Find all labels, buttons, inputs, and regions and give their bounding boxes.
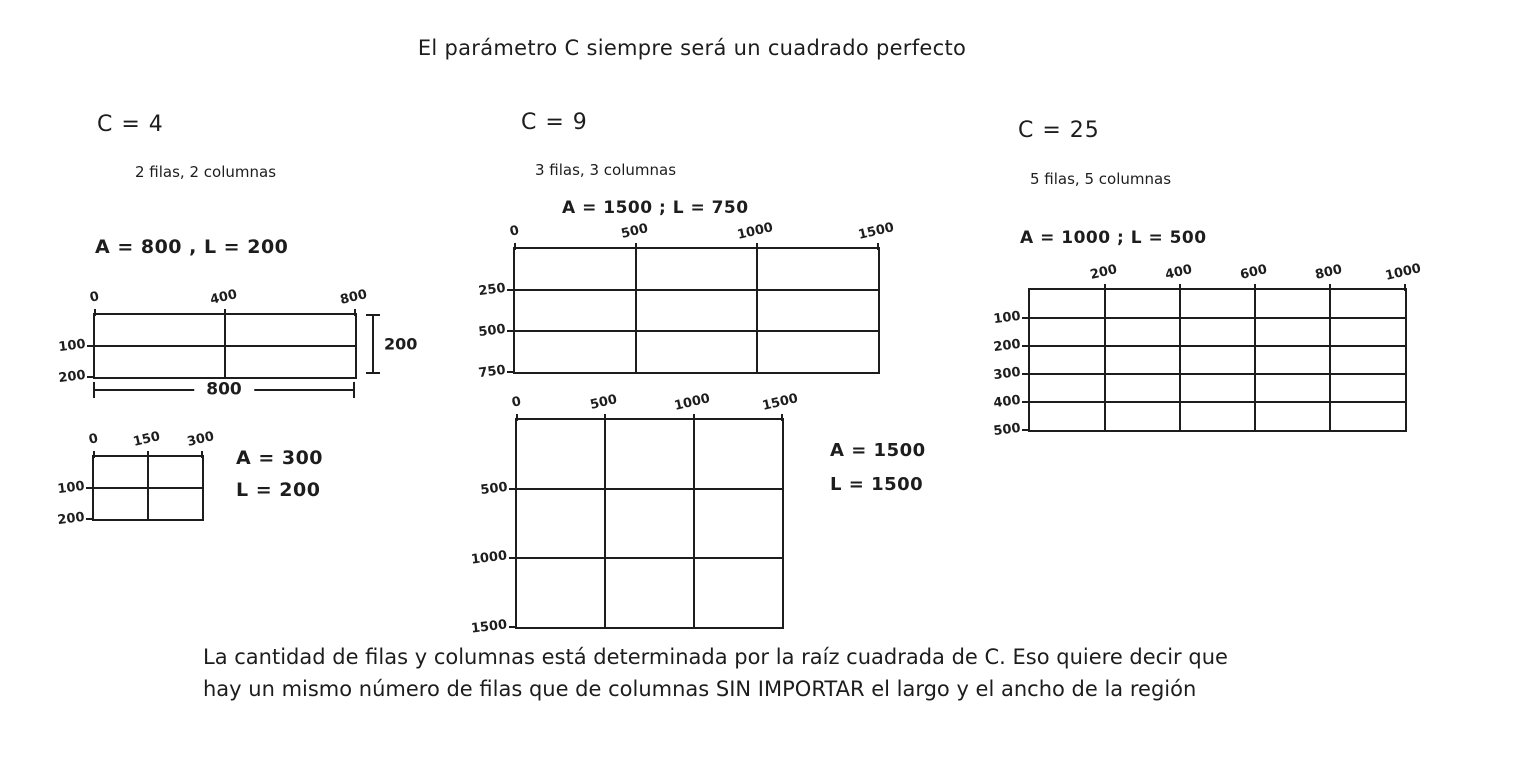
x-tick-label: 1500 [856,220,896,243]
x-tick-label: 1000 [672,391,712,414]
section-c25-label: C = 25 [1018,118,1100,143]
y-tick-mark [509,488,516,490]
x-tick-label: 300 [185,429,216,450]
x-tick-label: 1000 [1383,261,1423,284]
x-tick-mark [201,451,203,458]
grid-line-vertical [1179,290,1181,430]
x-tick-label: 800 [338,287,369,308]
y-tick-label: 500 [479,479,509,499]
y-tick-label: 200 [57,367,87,387]
y-tick-mark [507,289,514,291]
grid-line-horizontal [515,289,878,291]
x-tick-mark [147,451,149,458]
x-tick-mark [1404,284,1406,291]
c4-small-grid-length-label: L = 200 [236,479,321,501]
x-tick-label: 400 [208,287,239,308]
grid-line-vertical [693,420,695,627]
y-tick-label: 200 [992,336,1022,356]
y-tick-mark [1022,317,1029,319]
x-tick-mark [1329,284,1331,291]
grid-line-horizontal [1030,317,1405,319]
y-tick-label: 300 [992,364,1022,384]
x-tick-mark [224,309,226,316]
y-tick-mark [507,330,514,332]
y-tick-label: 400 [992,392,1022,412]
c4-main-grid [57,287,369,387]
y-tick-label: 500 [992,420,1022,440]
x-tick-mark [693,414,695,421]
c25-grid [992,261,1423,440]
x-tick-mark [604,414,606,421]
x-tick-label: 200 [1088,262,1119,283]
grid-line-horizontal [94,487,202,489]
bracket-cap [366,372,380,374]
c4-height-label: 200 [384,334,418,354]
grid-line-horizontal [515,330,878,332]
c4-small-grid-area-label: A = 300 [236,447,324,469]
grid-line-horizontal [517,488,782,490]
grid-line-vertical [756,249,758,372]
y-tick-mark [1022,429,1029,431]
y-tick-mark [1022,373,1029,375]
x-tick-mark [93,451,95,458]
y-tick-mark [1022,345,1029,347]
bracket-cap [353,382,355,398]
grid-line-horizontal [517,557,782,559]
y-tick-label: 1500 [470,617,508,637]
y-tick-label: 500 [477,321,507,341]
footer-note-line2: hay un mismo número de filas que de columnas SIN IMPORTAR el largo y el ancho de la región [203,677,1197,701]
y-tick-mark [1022,401,1029,403]
grid-line-vertical [604,420,606,627]
grid-line-vertical [1254,290,1256,430]
y-tick-label: 1000 [470,548,508,568]
c9-wide-grid [477,220,896,382]
page-title: El parámetro C siempre será un cuadrado perfecto [417,36,967,60]
y-tick-mark [87,345,94,347]
x-tick-mark [1179,284,1181,291]
y-tick-label: 250 [477,280,507,300]
c9-square-grid-length-label: L = 1500 [830,474,924,495]
c4-width-label: 800 [194,380,254,400]
section-c9-dims: 3 filas, 3 columnas [535,161,677,179]
c4-width-bracket [93,379,355,400]
section-c4-dims: 2 filas, 2 columnas [135,163,277,181]
y-tick-mark [509,557,516,559]
x-tick-label: 600 [1238,262,1269,283]
x-tick-label: 150 [131,429,162,450]
x-tick-mark [756,243,758,250]
grid-line-vertical [635,249,637,372]
section-c25-dims: 5 filas, 5 columnas [1030,170,1172,188]
x-tick-label: 500 [619,221,650,242]
y-tick-label: 100 [992,308,1022,328]
x-tick-mark [514,243,516,250]
grid-line-vertical [1104,290,1106,430]
c9-square-grid-area-label: A = 1500 [830,440,926,461]
y-tick-label: 200 [56,509,86,529]
y-tick-label: 750 [477,362,507,382]
x-tick-mark [516,414,518,421]
y-tick-mark [86,518,93,520]
grid-line-horizontal [1030,401,1405,403]
x-tick-mark [1104,284,1106,291]
section-c25-params: A = 1000 ; L = 500 [1020,228,1207,248]
section-c9-params: A = 1500 ; L = 750 [562,198,749,218]
x-tick-label: 0 [87,431,100,448]
x-tick-mark [1254,284,1256,291]
x-tick-mark [94,309,96,316]
section-c4-label: C = 4 [97,112,164,137]
x-tick-label: 800 [1313,262,1344,283]
y-tick-mark [507,371,514,373]
y-tick-mark [86,487,93,489]
x-tick-label: 500 [589,392,619,413]
x-tick-label: 0 [88,289,101,306]
y-tick-label: 100 [57,336,87,356]
x-tick-label: 1000 [735,220,775,243]
grid-line-horizontal [1030,345,1405,347]
y-tick-mark [509,626,516,628]
y-tick-label: 100 [56,478,86,498]
x-tick-mark [877,243,879,250]
x-tick-mark [781,414,783,421]
grid-line-vertical [1329,290,1331,430]
footer-note-line1: La cantidad de filas y columnas está determinada por la raíz cuadrada de C. Eso quiere decir que [203,645,1228,669]
y-tick-mark [87,376,94,378]
x-tick-label: 400 [1163,262,1194,283]
section-c4-params: A = 800 , L = 200 [95,236,289,258]
x-tick-mark [635,243,637,250]
x-tick-mark [354,309,356,316]
x-tick-label: 0 [510,394,523,411]
grid-line-horizontal [1030,373,1405,375]
bracket-stem [372,314,374,374]
section-c9-label: C = 9 [521,110,588,135]
c4-small-grid [56,429,216,529]
c4-height-bracket [366,314,418,374]
x-tick-label: 0 [508,223,521,240]
grid-line-horizontal [95,345,355,347]
c9-square-grid [470,391,800,637]
x-tick-label: 1500 [760,391,800,414]
